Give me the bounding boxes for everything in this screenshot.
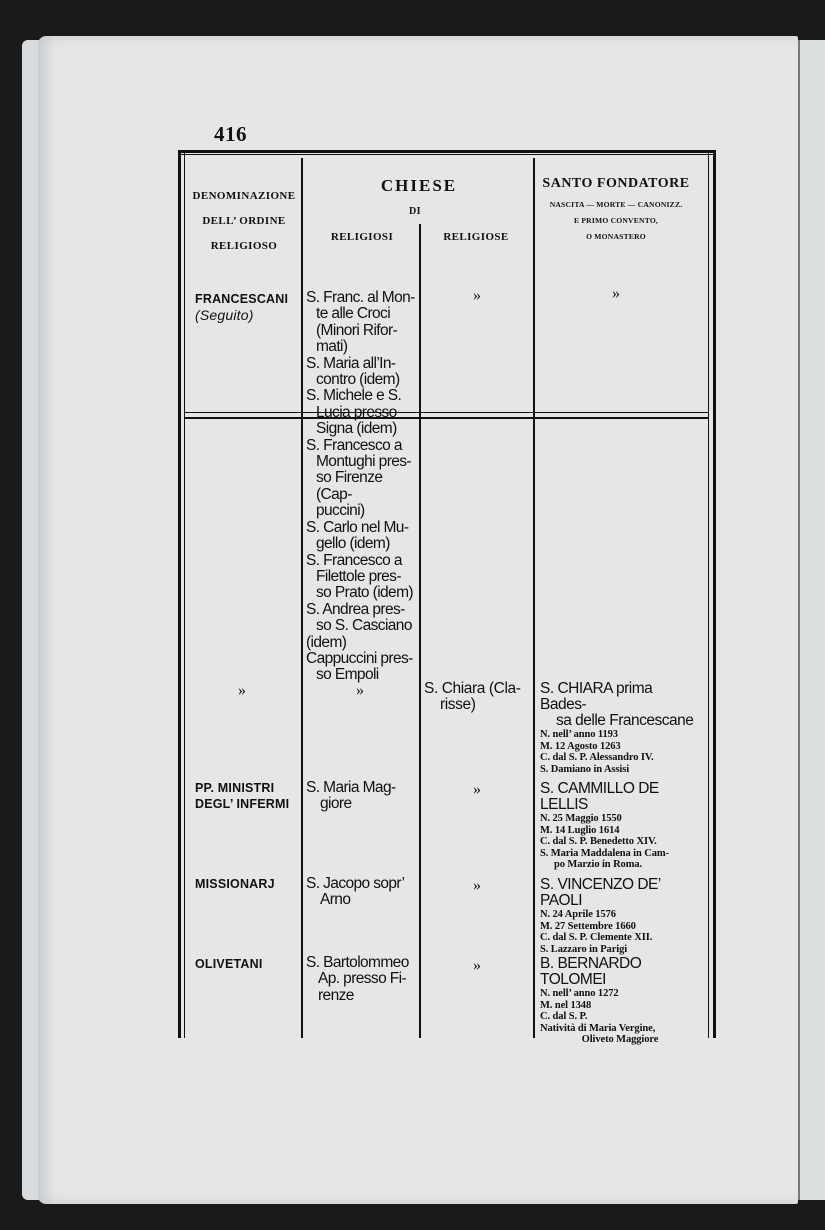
column-divider-2 — [419, 224, 421, 1038]
ordine-name: MISSIONARJ — [195, 877, 275, 891]
santo-detail: C. dal S. P. — [540, 1011, 588, 1023]
santo-detail: po Marzio in Roma. — [554, 859, 643, 871]
header-santo-fondatore: SANTO FONDATORE — [542, 176, 690, 191]
santo-detail: N. nell’ anno 1272 — [540, 988, 619, 999]
santo-detail: Oliveto Maggiore — [581, 1034, 659, 1046]
chiese-line: S. Carlo nel Mu- — [306, 518, 409, 536]
santo-detail: S. Lazzaro in Parigi — [540, 943, 628, 955]
santo-detail: C. dal S. P. Alessandro IV. — [540, 752, 654, 764]
row-ministri-chiese — [306, 780, 418, 813]
header-rule-thick — [185, 417, 708, 419]
chiese-line: renze — [318, 986, 354, 1004]
row-missionarj-chiese — [306, 876, 418, 909]
chiese-line: Lucia presso — [316, 403, 397, 421]
chiese-line: gello (idem) — [316, 535, 390, 553]
santo-detail: M. 14 Luglio 1614 — [540, 824, 620, 836]
religiose-line: risse) — [440, 696, 476, 714]
ditto-mark: » — [473, 877, 481, 894]
chiese-line: so S. Casciano — [316, 617, 412, 635]
chiese-line: S. Francesco a — [306, 551, 402, 569]
row-olivetani-santo — [540, 956, 700, 1046]
row-francescani-ordine — [195, 291, 305, 323]
santo-detail: N. nell’ anno 1193 — [540, 729, 618, 740]
header-religiosi: RELIGIOSI — [330, 231, 394, 243]
header-chiese: CHIESE — [380, 176, 458, 195]
row-ministri-ordine — [195, 780, 305, 812]
header-religiose: RELIGIOSE — [443, 231, 509, 243]
ditto-mark: » — [356, 682, 364, 699]
santo-name: B. BERNARDO TOLOMEI — [540, 955, 642, 988]
ditto-mark: » — [473, 957, 481, 974]
chiese-line: so Empoli — [316, 666, 379, 684]
santo-detail: S. Damiano in Assisi — [540, 763, 630, 775]
chiese-line: Filettole pres- — [316, 567, 401, 585]
header-santo-sub-3: O MONASTERO — [586, 232, 646, 241]
chiese-line: Montughi pres- — [316, 453, 411, 471]
santo-detail: C. dal S. P. Benedetto XIV. — [540, 836, 657, 848]
ordine-sub: (Seguito) — [195, 307, 254, 323]
ordine-name: PP. MINISTRI — [195, 781, 275, 795]
page-number: 416 — [214, 122, 247, 146]
header-denominazione — [186, 184, 302, 259]
santo-detail: N. 24 Aprile 1576 — [540, 909, 616, 920]
chiese-line: S. Michele e S. — [306, 387, 402, 405]
chiese-line: (idem) — [306, 633, 347, 651]
santo-detail: N. 25 Maggio 1550 — [540, 813, 622, 824]
chiese-line: S. Franc. al Mon- — [306, 289, 415, 306]
row-olivetani-ordine — [195, 956, 305, 972]
chiese-line: Ap. presso Fi- — [318, 970, 407, 988]
chiese-line: mati) — [316, 338, 348, 356]
facing-page-edge — [798, 40, 825, 1200]
santo-name: S. CHIARA prima Bades- — [540, 680, 653, 713]
santo-detail: C. dal S. P. Clemente XII. — [540, 932, 653, 944]
column-divider-3 — [533, 158, 535, 1038]
chiese-line: S. Maria Mag- — [306, 779, 396, 796]
santo-name: S. VINCENZO DE’ PAOLI — [540, 876, 661, 909]
header-rule-thin — [185, 412, 708, 413]
table-right-rule — [708, 150, 716, 1038]
row-missionarj-santo — [540, 877, 700, 955]
ditto-mark: » — [473, 287, 481, 304]
chiese-line: so Prato (idem) — [316, 584, 413, 602]
column-divider-1 — [301, 158, 303, 1038]
row-clarisse-religiose — [424, 681, 530, 714]
chiese-line: (Minori Rifor- — [316, 321, 398, 339]
table-left-rule — [178, 150, 185, 1038]
header-den-line-2: DELL’ ORDINE — [202, 215, 286, 227]
chiese-line: giore — [320, 795, 352, 813]
row-ministri-santo — [540, 781, 700, 871]
ordine-name: FRANCESCANI — [195, 292, 289, 306]
religiose-line: S. Chiara (Cla- — [424, 680, 521, 697]
ditto-mark: » — [612, 285, 620, 302]
santo-detail: M. 12 Agosto 1263 — [540, 740, 621, 752]
chiese-line: S. Francesco a — [306, 436, 402, 454]
chiese-line: S. Jacopo sopr’ — [306, 875, 405, 892]
chiese-line: Arno — [320, 891, 351, 909]
chiese-line: S. Bartolommeo — [306, 954, 409, 971]
chiese-line: puccini) — [316, 502, 365, 520]
row-missionarj-ordine — [195, 876, 305, 892]
header-santo-sub-2: E PRIMO CONVENTO, — [573, 216, 659, 225]
row-clarisse-santo — [540, 681, 700, 775]
table-top-rule — [178, 150, 716, 155]
chiese-line: Signa (idem) — [316, 420, 397, 438]
row-olivetani-chiese — [306, 955, 418, 1004]
row-francescani-chiese — [306, 290, 418, 684]
santo-detail: Natività di Maria Vergine, — [540, 1022, 656, 1034]
ordine-name: OLIVETANI — [195, 957, 263, 971]
chiese-line: Cappuccini pres- — [306, 649, 413, 667]
header-di: DI — [409, 206, 421, 217]
santo-detail: M. nel 1348 — [540, 999, 592, 1011]
santo-detail: M. 27 Settembre 1660 — [540, 920, 636, 932]
ditto-mark: » — [473, 781, 481, 798]
santo-name: sa delle Francescane — [556, 712, 694, 729]
ordine-name: DEGL’ INFERMI — [195, 797, 290, 811]
header-den-line-3: RELIGIOSO — [210, 240, 278, 252]
chiese-line: te alle Croci — [316, 305, 391, 323]
santo-detail: S. Maria Maddalena in Cam- — [540, 847, 669, 859]
ditto-mark: » — [238, 682, 246, 699]
header-den-line-1: DENOMINAZIONE — [192, 190, 296, 202]
chiese-line: S. Andrea pres- — [306, 600, 405, 618]
chiese-line: so Firenze (Cap- — [316, 469, 383, 503]
chiese-line: contro (idem) — [316, 371, 400, 389]
santo-name: S. CAMMILLO DE LELLIS — [540, 780, 659, 813]
chiese-line: S. Maria all’In- — [306, 354, 396, 372]
header-santo-sub-1: NASCITA — MORTE — CANONIZZ. — [549, 200, 683, 209]
